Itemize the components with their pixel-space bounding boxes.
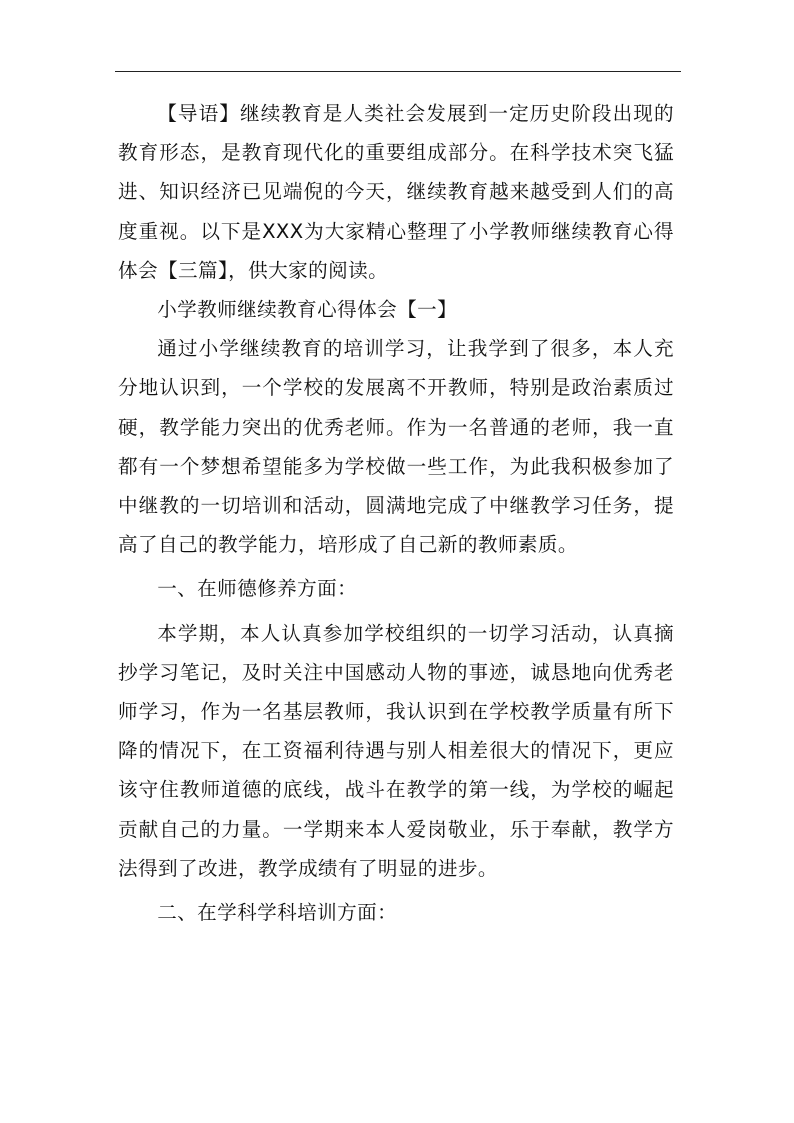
intro-paragraph: 【导语】继续教育是人类社会发展到一定历史阶段出现的教育形态，是教育现代化的重要组成部分。在科学技术突飞猛进、知识经济已见端倪的今天，继续教育越来越受到人们的高度重视。以下是XXX为大家精心整理了小学教师继续教育心得体会【三篇】，供大家的阅读。 xyxy=(118,102,674,282)
body-paragraph-1: 通过小学继续教育的培训学习，让我学到了很多，本人充分地认识到，一个学校的发展离不开教师，特别是政治素质过硬，教学能力突出的优秀老师。作为一名普通的老师，我一直都有一个梦想希望能多为学校做一些工作，为此我积极参加了中继教的一切培训和活动，圆满地完成了中继教学习任务，提高了自己的教学能力，培形成了自己新的教师素质。 xyxy=(118,337,674,557)
document-body xyxy=(118,94,674,932)
section-body-1: 本学期，本人认真参加学校组织的一切学习活动，认真摘抄学习笔记，及时关注中国感动人物的事迹，诚恳地向优秀老师学习，作为一名基层教师，我认识到在学校教学质量有所下降的情况下，在工资福利待遇与别人相差很大的情况下，更应该守住教师道德的底线，战斗在教学的第一线，为学校的崛起贡献自己的力量。一学期来本人爱岗敬业，乐于奉献，教学方法得到了改进，教学成绩有了明显的进步。 xyxy=(118,621,674,880)
header-rule xyxy=(115,71,681,72)
article-title: 小学教师继续教育心得体会【一】 xyxy=(157,298,458,322)
section-heading-1: 一、在师德修养方面： xyxy=(157,577,358,601)
section-heading-2: 二、在学科学科培训方面： xyxy=(157,901,398,925)
